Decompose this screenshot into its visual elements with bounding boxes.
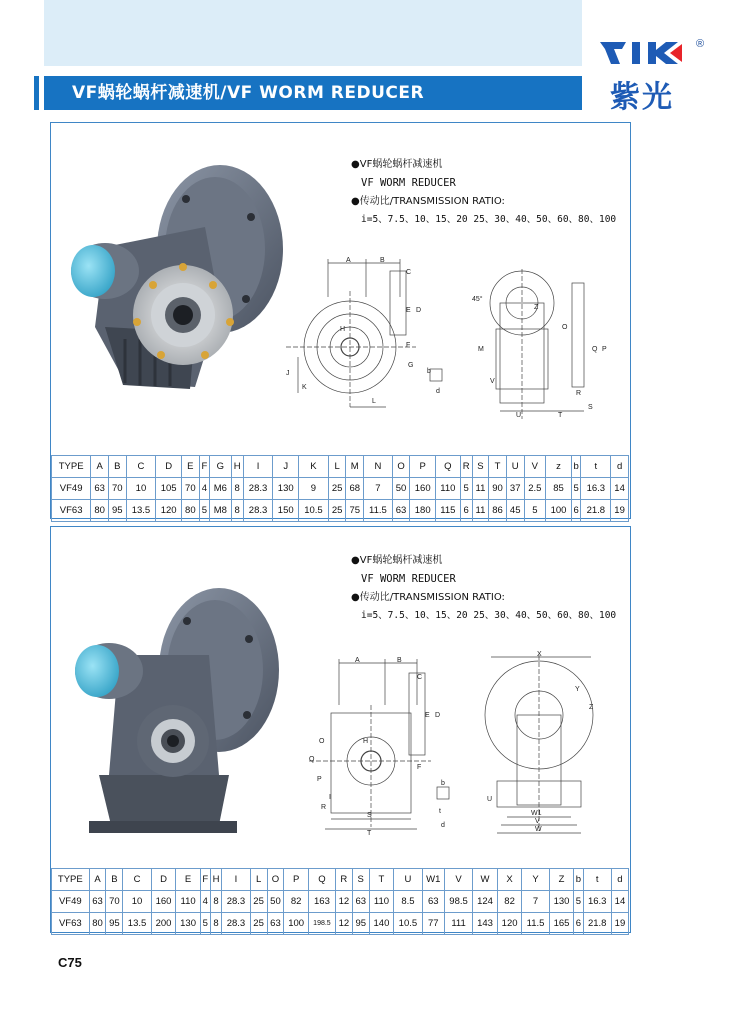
table-cell: 80 — [91, 500, 109, 522]
table-header-cell: K — [299, 456, 329, 478]
table-cell: 25 — [328, 500, 346, 522]
table-cell: 63 — [89, 891, 106, 913]
table-header-cell: V — [524, 456, 546, 478]
table-cell: 120 — [497, 913, 522, 935]
table-header-cell: F — [200, 869, 210, 891]
table-header-cell: T — [369, 869, 394, 891]
table-header-cell: N — [364, 456, 393, 478]
table-header-cell: I — [243, 456, 273, 478]
table-cell: 70 — [182, 478, 200, 500]
table-cell: 9 — [299, 478, 329, 500]
table-header-cell: H — [231, 456, 243, 478]
table-cell: 16.3 — [583, 891, 611, 913]
table-cell: 124 — [473, 891, 498, 913]
table-header-cell: R — [460, 456, 472, 478]
table-cell: VF49 — [52, 478, 91, 500]
table-cell: 70 — [108, 478, 126, 500]
svg-text:F: F — [406, 342, 411, 349]
table-cell: 5 — [574, 891, 583, 913]
svg-text:W: W — [535, 826, 542, 833]
table-header-cell: V — [444, 869, 472, 891]
table-cell: 180 — [410, 500, 436, 522]
table-header-cell: D — [156, 456, 182, 478]
svg-text:Z: Z — [534, 304, 539, 311]
table-cell: 165 — [549, 913, 574, 935]
table-row — [52, 478, 629, 500]
table-cell: 21.8 — [583, 913, 611, 935]
table-cell: 95 — [106, 913, 123, 935]
table-cell: 28.3 — [243, 478, 273, 500]
table-cell: 5 — [460, 478, 472, 500]
desc-line-cn: ●VF蜗轮蜗杆减速机 — [351, 555, 443, 566]
table-cell: 63 — [422, 891, 444, 913]
table-header-cell: Y — [522, 869, 549, 891]
table-cell: 160 — [410, 478, 436, 500]
desc-ratio-label: ●传动比/TRANSMISSION RATIO: — [351, 196, 505, 207]
table-cell: 11.5 — [364, 500, 393, 522]
svg-text:J: J — [286, 370, 290, 377]
brand-logo — [598, 38, 710, 115]
table-cell: 12 — [335, 913, 352, 935]
page-title: VF蜗轮蜗杆减速机/VF WORM REDUCER — [44, 76, 582, 110]
table-cell: 5 — [200, 913, 210, 935]
table-cell: 95 — [108, 500, 126, 522]
table-header-cell: X — [497, 869, 522, 891]
table-cell: 5 — [571, 478, 581, 500]
desc-ratio-values: i=5、7.5、10、15、20 25、30、40、50、60、80、100 — [361, 610, 617, 621]
table-cell: 160 — [151, 891, 176, 913]
table-cell: 82 — [284, 891, 309, 913]
table-cell: 10.5 — [394, 913, 422, 935]
product-description — [351, 551, 616, 625]
svg-text:F: F — [417, 764, 422, 771]
svg-text:G: G — [408, 362, 414, 369]
table-cell: 2.5 — [524, 478, 546, 500]
table-cell: VF63 — [52, 500, 91, 522]
table-cell: 8 — [210, 913, 221, 935]
table-cell: 7 — [364, 478, 393, 500]
table-cell: 143 — [473, 913, 498, 935]
table-header-cell: R — [335, 869, 352, 891]
table-cell: 105 — [156, 478, 182, 500]
svg-text:Q: Q — [592, 346, 598, 353]
reducer-photo-flange — [65, 157, 285, 407]
table-cell: 10 — [126, 478, 156, 500]
table-cell: 28.3 — [222, 913, 250, 935]
table-cell: 4 — [199, 478, 209, 500]
desc-line-cn: ●VF蜗轮蜗杆减速机 — [351, 159, 443, 170]
svg-text:H: H — [340, 326, 346, 333]
svg-text:Q: Q — [309, 756, 315, 763]
svg-text:W1: W1 — [531, 810, 542, 817]
table-header-cell: T — [489, 456, 507, 478]
table-row — [52, 913, 629, 935]
table-cell: 6 — [460, 500, 472, 522]
svg-text:V: V — [535, 818, 540, 825]
table-header-cell: I — [222, 869, 250, 891]
table-cell: 200 — [151, 913, 176, 935]
svg-text:T: T — [558, 412, 563, 419]
table-header-cell: U — [506, 456, 524, 478]
table-header-cell: L — [328, 456, 346, 478]
table-cell: 11 — [472, 500, 489, 522]
table-cell: 25 — [250, 913, 267, 935]
table-cell: 82 — [497, 891, 522, 913]
table-header-cell: J — [273, 456, 299, 478]
table-header-cell: U — [394, 869, 422, 891]
desc-ratio-values: i=5、7.5、10、15、20 25、30、40、50、60、80、100 — [361, 214, 617, 225]
table-header-cell: TYPE — [52, 456, 91, 478]
desc-line-en: VF WORM REDUCER — [361, 177, 456, 189]
svg-text:Y: Y — [575, 686, 580, 693]
table-cell: 77 — [422, 913, 444, 935]
table-header-cell: H — [210, 869, 221, 891]
table-header-cell: C — [126, 456, 156, 478]
table-cell: 12 — [335, 891, 352, 913]
table-cell: 150 — [273, 500, 299, 522]
table-cell: 19 — [611, 913, 628, 935]
table-cell: 7 — [522, 891, 549, 913]
svg-text:D: D — [435, 712, 441, 719]
table-cell: 28.3 — [243, 500, 273, 522]
table-cell: 63 — [91, 478, 109, 500]
table-header-cell: C — [123, 869, 151, 891]
table-cell: 100 — [546, 500, 572, 522]
svg-text:U: U — [516, 412, 522, 419]
dimension-drawing-side — [466, 269, 616, 429]
table-cell: 80 — [182, 500, 200, 522]
table-cell: 21.8 — [581, 500, 611, 522]
table-header-row — [52, 456, 629, 478]
table-cell: 6 — [571, 500, 581, 522]
logo-mark-icon — [598, 38, 694, 68]
table-cell: 14 — [611, 478, 629, 500]
table-cell: 70 — [106, 891, 123, 913]
table-header-cell: W1 — [422, 869, 444, 891]
svg-text:K: K — [302, 384, 307, 391]
table-header-cell: O — [267, 869, 284, 891]
svg-text:b: b — [441, 780, 445, 787]
svg-text:S: S — [367, 812, 372, 819]
table-cell: 75 — [346, 500, 364, 522]
svg-text:A: A — [346, 257, 351, 264]
table-header-cell: z — [546, 456, 572, 478]
table-header-row — [52, 869, 629, 891]
svg-text:R: R — [576, 390, 582, 397]
table-header-cell: M — [346, 456, 364, 478]
logo-chinese-text: 紫光 — [610, 80, 674, 115]
table-cell: 5 — [524, 500, 546, 522]
table-cell: 8.5 — [394, 891, 422, 913]
table-cell: VF49 — [52, 891, 90, 913]
svg-text:Z: Z — [589, 704, 594, 711]
table-cell: 63 — [267, 913, 284, 935]
svg-text:B: B — [397, 657, 402, 664]
table-cell: 11 — [472, 478, 489, 500]
table-cell: 13.5 — [123, 913, 151, 935]
svg-text:O: O — [319, 738, 325, 745]
table-cell: 19 — [611, 500, 629, 522]
table-cell: 50 — [392, 478, 410, 500]
svg-text:C: C — [406, 269, 412, 276]
svg-text:t: t — [439, 808, 441, 815]
svg-text:I: I — [329, 794, 331, 801]
table-cell: 10.5 — [299, 500, 329, 522]
table-header-cell: W — [473, 869, 498, 891]
table-cell: 110 — [369, 891, 394, 913]
table-cell: 110 — [436, 478, 461, 500]
table-cell: 63 — [392, 500, 410, 522]
svg-text:U: U — [487, 796, 493, 803]
desc-ratio-label: ●传动比/TRANSMISSION RATIO: — [351, 592, 505, 603]
spec-table — [51, 455, 629, 522]
table-cell: 90 — [489, 478, 507, 500]
table-cell: 95 — [352, 913, 369, 935]
product-description — [351, 155, 616, 229]
svg-text:b: b — [427, 368, 431, 375]
svg-text:d: d — [441, 822, 445, 829]
table-cell: 130 — [549, 891, 574, 913]
desc-line-en: VF WORM REDUCER — [361, 573, 456, 585]
svg-text:d: d — [436, 388, 440, 395]
table-cell: 13.5 — [126, 500, 156, 522]
table-cell: M8 — [210, 500, 232, 522]
table-cell: 98.5 — [444, 891, 472, 913]
table-row — [52, 891, 629, 913]
svg-text:H: H — [363, 738, 369, 745]
table-header-cell: O — [392, 456, 410, 478]
table-header-cell: d — [611, 869, 628, 891]
table-header-cell: G — [210, 456, 232, 478]
table-cell: 28.3 — [222, 891, 250, 913]
table-cell: 130 — [273, 478, 299, 500]
svg-text:E: E — [425, 712, 430, 719]
table-cell: 130 — [176, 913, 201, 935]
table-cell: 86 — [489, 500, 507, 522]
table-header-cell: d — [611, 456, 629, 478]
svg-text:L: L — [372, 398, 376, 405]
table-header-cell: A — [89, 869, 106, 891]
svg-text:R: R — [321, 804, 327, 811]
table-header-cell: b — [574, 869, 583, 891]
table-header-cell: t — [581, 456, 611, 478]
table-header-cell: D — [151, 869, 176, 891]
table-header-cell: A — [91, 456, 109, 478]
product-panel-vf-foot — [50, 526, 631, 933]
table-cell: 25 — [250, 891, 267, 913]
table-cell: 6 — [574, 913, 583, 935]
table-header-cell: F — [199, 456, 209, 478]
dimension-drawing-side — [471, 651, 621, 839]
table-cell: 8 — [231, 500, 243, 522]
table-header-cell: B — [106, 869, 123, 891]
svg-text:P: P — [602, 346, 607, 353]
dimension-drawing-front — [301, 657, 461, 837]
table-cell: 163 — [308, 891, 335, 913]
table-cell: 16.3 — [581, 478, 611, 500]
product-panel-vf-flange — [50, 122, 631, 519]
table-header-cell: P — [284, 869, 309, 891]
reducer-photo-foot — [69, 575, 289, 837]
table-cell: 111 — [444, 913, 472, 935]
table-cell: 120 — [156, 500, 182, 522]
svg-text:45°: 45° — [472, 296, 483, 303]
table-row — [52, 500, 629, 522]
table-header-cell: S — [352, 869, 369, 891]
table-cell: 50 — [267, 891, 284, 913]
svg-text:A: A — [355, 657, 360, 664]
table-cell: 5 — [199, 500, 209, 522]
table-cell: 85 — [546, 478, 572, 500]
svg-text:E: E — [406, 307, 411, 314]
table-cell: 8 — [210, 891, 221, 913]
table-cell: 37 — [506, 478, 524, 500]
svg-text:M: M — [478, 346, 484, 353]
spec-table — [51, 868, 629, 935]
table-cell: VF63 — [52, 913, 90, 935]
svg-text:D: D — [416, 307, 422, 314]
svg-text:O: O — [562, 324, 568, 331]
table-cell: 45 — [506, 500, 524, 522]
table-cell: 10 — [123, 891, 151, 913]
table-cell: 4 — [200, 891, 210, 913]
table-cell: 25 — [328, 478, 346, 500]
table-cell: 14 — [611, 891, 628, 913]
table-cell: 68 — [346, 478, 364, 500]
table-header-cell: Q — [308, 869, 335, 891]
table-header-cell: E — [176, 869, 201, 891]
table-cell: 11.5 — [522, 913, 549, 935]
table-header-cell: Z — [549, 869, 574, 891]
svg-text:C: C — [417, 674, 423, 681]
table-cell: 63 — [352, 891, 369, 913]
svg-text:B: B — [380, 257, 385, 264]
table-cell: 8 — [231, 478, 243, 500]
table-cell: 100 — [284, 913, 309, 935]
table-header-cell: TYPE — [52, 869, 90, 891]
svg-text:S: S — [588, 404, 593, 411]
table-header-cell: S — [472, 456, 489, 478]
dimension-drawing-front — [276, 257, 446, 417]
table-header-cell: L — [250, 869, 267, 891]
table-cell: 110 — [176, 891, 201, 913]
svg-text:T: T — [367, 830, 372, 837]
table-header-cell: B — [108, 456, 126, 478]
svg-text:P: P — [317, 776, 322, 783]
table-header-cell: P — [410, 456, 436, 478]
table-header-cell: t — [583, 869, 611, 891]
table-header-cell: b — [571, 456, 581, 478]
table-cell: 198.5 — [308, 913, 335, 935]
table-cell: 80 — [89, 913, 106, 935]
page-number: C75 — [58, 955, 82, 970]
table-cell: 115 — [436, 500, 461, 522]
table-header-cell: E — [182, 456, 200, 478]
svg-text:X: X — [537, 651, 542, 658]
svg-text:V: V — [490, 378, 495, 385]
table-cell: M6 — [210, 478, 232, 500]
table-cell: 140 — [369, 913, 394, 935]
registered-mark: ® — [696, 38, 705, 50]
title-accent — [34, 76, 39, 110]
header-band — [44, 0, 582, 66]
table-header-cell: Q — [436, 456, 461, 478]
